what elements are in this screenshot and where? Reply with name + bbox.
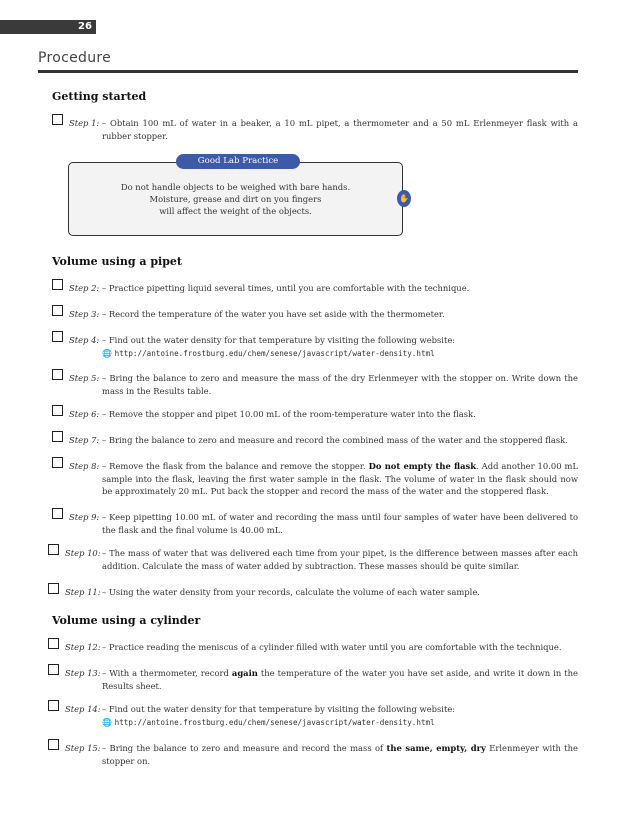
step-9-text: – Keep pipetting 10.00 mL of water and recording the mass until four samples of water have been delivered to the flask and the final volume is 40.00 mL. [102,512,578,535]
step-15-label: Step 15: [65,743,101,753]
glp-line-3: will affect the weight of the objects. [159,206,312,216]
step-12-label: Step 12: [65,642,101,652]
step-1-checkbox[interactable] [52,114,63,125]
water-density-link[interactable]: http://antoine.frostburg.edu/chem/senese/javascript/water-density.html [114,717,435,727]
step-14-text [102,703,578,729]
step-11-label: Step 11: [65,587,101,597]
step-8-emphasis: Do not empty the flask [368,461,477,471]
glp-line-1: Do not handle objects to be weighed with bare hands. [120,182,351,192]
section-rule [38,70,578,73]
step-14-label: Step 14: [65,704,101,714]
step-6-checkbox[interactable] [52,405,63,416]
hand-icon: ✋ [397,190,411,207]
step-2-text: – Practice pipetting liquid several times, until you are comfortable with the technique. [102,283,470,293]
section-title: Procedure [38,50,112,66]
step-7-checkbox[interactable] [52,431,63,442]
step-10-text: – The mass of water that was delivered each time from your pipet, is the difference between masses after each addition. Calculate the mass of water added by subtraction. These masses should be quite similar. [102,548,578,571]
step-11-text: – Using the water density from your records, calculate the volume of each water sample. [102,587,480,597]
step-10-checkbox[interactable] [48,544,59,555]
page-number: 26 [78,21,92,32]
step-1-text: – Obtain 100 mL of water in a beaker, a 10 mL pipet, a thermometer and a 50 mL Erlenmeyer flask with a rubber stopper. [102,118,578,141]
globe-icon: 🌐 [102,348,112,358]
step-6-text: – Remove the stopper and pipet 10.00 mL of the room-temperature water into the flask. [102,409,476,419]
step-4-instruction: – Find out the water density for that temperature by visiting the following website: [102,335,456,345]
step-8-text: – Remove the flask from the balance and remove the stopper. Do not empty the flask. Add another 10.00 mL sample into the flask, leaving the first water sample in the flask. The volume of water in the flask should now be approximately 20 mL. Put back the stopper and record the mass of the water and the stoppered flask. [102,461,579,496]
step-7-label: Step 7: [69,435,100,445]
step-4-checkbox[interactable] [52,331,63,342]
heading-volume-cylinder: Volume using a cylinder [52,614,201,627]
step-9-checkbox[interactable] [52,508,63,519]
step-6-label: Step 6: [69,409,100,419]
step-2-checkbox[interactable] [52,279,63,290]
water-density-link[interactable]: http://antoine.frostburg.edu/chem/senese/javascript/water-density.html [114,348,435,358]
step-8-checkbox[interactable] [52,457,63,468]
step-4-text [102,334,578,360]
step-5-text: – Bring the balance to zero and measure the mass of the dry Erlenmeyer with the stopper on. Write down the mass in the Results table. [102,373,578,396]
step-8-label: Step 8: [69,461,100,471]
step-13-checkbox[interactable] [48,664,59,675]
globe-icon: 🌐 [102,717,112,727]
heading-volume-pipet: Volume using a pipet [52,255,182,268]
step-15-checkbox[interactable] [48,739,59,750]
step-10-label: Step 10: [65,548,101,558]
step-15-emphasis: the same, empty, dry [386,743,486,753]
step-15-text: – Bring the balance to zero and measure and record the mass of the same, empty, dry Erlenmeyer with the stopper on. [102,743,578,766]
step-13-label: Step 13: [65,668,101,678]
heading-getting-started: Getting started [52,90,147,103]
good-lab-practice-title: Good Lab Practice [176,154,300,169]
step-3-label: Step 3: [69,309,100,319]
step-1-label: Step 1: [69,118,100,128]
step-3-text: – Record the temperature of the water you have set aside with the thermometer. [102,309,445,319]
step-14-instruction: – Find out the water density for that temperature by visiting the following website: [102,704,456,714]
step-13-emphasis: again [231,668,258,678]
step-7-text: – Bring the balance to zero and measure and record the combined mass of the water and the stoppered flask. [102,435,568,445]
step-3-checkbox[interactable] [52,305,63,316]
step-4-label: Step 4: [69,335,100,345]
step-5-label: Step 5: [69,373,100,383]
step-9-label: Step 9: [69,512,100,522]
step-5-checkbox[interactable] [52,369,63,380]
good-lab-practice-text [68,181,403,217]
step-13-text: – With a thermometer, record again the temperature of the water you have set aside, and write it down in the Results sheet. [102,668,578,691]
step-12-checkbox[interactable] [48,638,59,649]
step-14-checkbox[interactable] [48,700,59,711]
step-11-checkbox[interactable] [48,583,59,594]
step-12-text: – Practice reading the meniscus of a cylinder filled with water until you are comfortable with the technique. [102,642,562,652]
glp-line-2: Moisture, grease and dirt on you fingers [149,194,322,204]
step-2-label: Step 2: [69,283,100,293]
